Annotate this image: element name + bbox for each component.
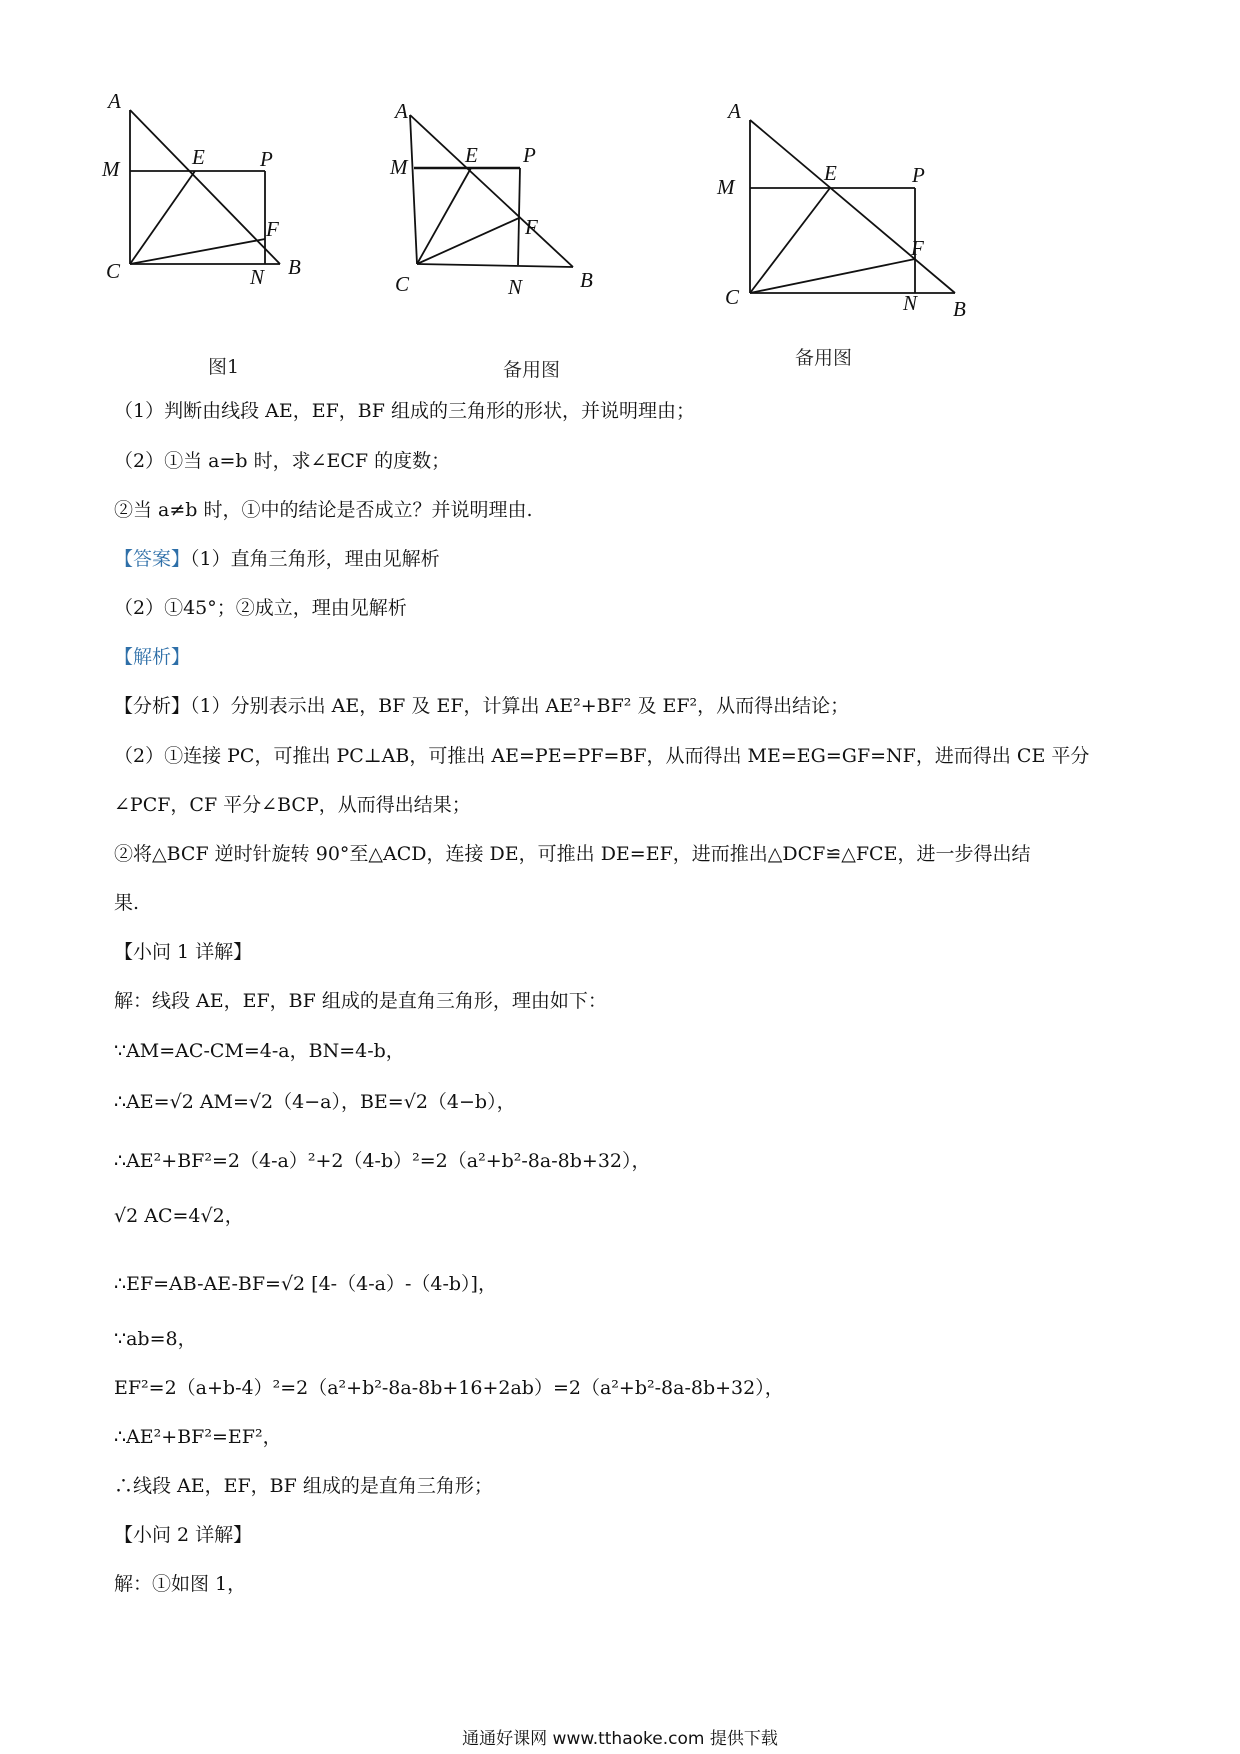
label-E: E	[824, 161, 837, 185]
answer-2: （2）①45°；②成立，理由见解析	[114, 597, 407, 619]
label-E: E	[192, 145, 205, 169]
figure-2-caption: 备用图	[503, 359, 561, 381]
subq2-header: 【小问 2 详解】	[114, 1524, 253, 1546]
label-N: N	[903, 291, 918, 315]
label-F: F	[525, 215, 538, 239]
solution-line-3: ∴AE=√2 AM=√2（4−a），BE=√2（4−b），	[114, 1091, 516, 1113]
question-2-2: ②当 a≠b 时，①中的结论是否成立？并说明理由.	[114, 499, 533, 521]
label-P: P	[912, 163, 925, 187]
label-F: F	[266, 217, 279, 241]
solution-line-1: 解：线段 AE，EF，BF 组成的是直角三角形，理由如下：	[114, 990, 607, 1012]
solution2-line-1: 解：①如图 1，	[114, 1573, 247, 1595]
figure-2-diagram	[385, 90, 625, 305]
solution-line-2: ∵AM=AC-CM=4-a，BN=4-b，	[114, 1040, 405, 1062]
solution-line-6: ∴EF=AB-AE-BF=√2 [4-（4-a）-（4-b）]，	[114, 1273, 497, 1295]
label-F: F	[911, 236, 924, 260]
label-P: P	[523, 143, 536, 167]
label-A: A	[108, 90, 121, 113]
solution-line-8: EF²=2（a+b-4）²=2（a²+b²-8a-8b+16+2ab）=2（a²+b²-8a-8b+32），	[114, 1377, 784, 1399]
label-E: E	[465, 143, 478, 167]
solution-line-5: √2 AC=4√2，	[114, 1205, 244, 1227]
label-M: M	[390, 155, 408, 179]
figure-3-diagram	[715, 90, 985, 320]
solution-line-10: ∴线段 AE，EF，BF 组成的是直角三角形；	[114, 1475, 493, 1497]
analysis-2a: （2）①连接 PC，可推出 PC⊥AB，可推出 AE=PE=PF=BF，从而得出 ME=EG=GF=NF，进而得出 CE 平分	[114, 745, 1090, 767]
analysis-3b: 果.	[114, 892, 140, 914]
analysis-1: 【分析】（1）分别表示出 AE，BF 及 EF，计算出 AE²+BF² 及 EF²，从而得出结论；	[114, 695, 850, 717]
label-C: C	[395, 272, 410, 296]
figure-3	[715, 90, 985, 320]
analysis-header: 【解析】	[114, 646, 191, 668]
label-M: M	[102, 157, 120, 181]
answer-1: 【答案】（1）直角三角形，理由见解析	[114, 548, 440, 570]
label-C: C	[106, 259, 121, 283]
label-M: M	[717, 175, 735, 199]
label-B: B	[953, 297, 966, 320]
label-A: A	[395, 99, 408, 123]
solution-line-9: ∴AE²+BF²=EF²，	[114, 1426, 282, 1448]
solution-line-4: ∴AE²+BF²=2（4-a）²+2（4-b）²=2（a²+b²-8a-8b+32），	[114, 1150, 651, 1172]
figure-1	[100, 90, 330, 300]
page-footer: 通通好课网 www.tthaoke.com 提供下载	[462, 1729, 778, 1749]
label-B: B	[580, 268, 593, 292]
figure-3-caption: 备用图	[795, 347, 853, 369]
label-P: P	[260, 147, 273, 171]
question-1: （1）判断由线段 AE，EF，BF 组成的三角形的形状，并说明理由；	[114, 400, 695, 422]
label-C: C	[725, 285, 740, 309]
figure-1-diagram	[100, 90, 330, 300]
figure-1-caption: 图1	[208, 356, 240, 378]
subq1-header: 【小问 1 详解】	[114, 941, 253, 963]
solution-line-7: ∵ab=8，	[114, 1328, 197, 1350]
label-N: N	[250, 265, 265, 289]
analysis-2b: ∠PCF，CF 平分∠BCP，从而得出结果；	[114, 794, 471, 816]
question-2-1: （2）①当 a=b 时，求∠ECF 的度数；	[114, 450, 451, 472]
label-A: A	[728, 99, 741, 123]
label-N: N	[508, 275, 523, 299]
analysis-3a: ②将△BCF 逆时针旋转 90°至△ACD，连接 DE，可推出 DE=EF，进而推出△DCF≌△FCE，进一步得出结	[114, 843, 1031, 865]
label-B: B	[288, 255, 301, 279]
figure-2	[385, 90, 625, 305]
